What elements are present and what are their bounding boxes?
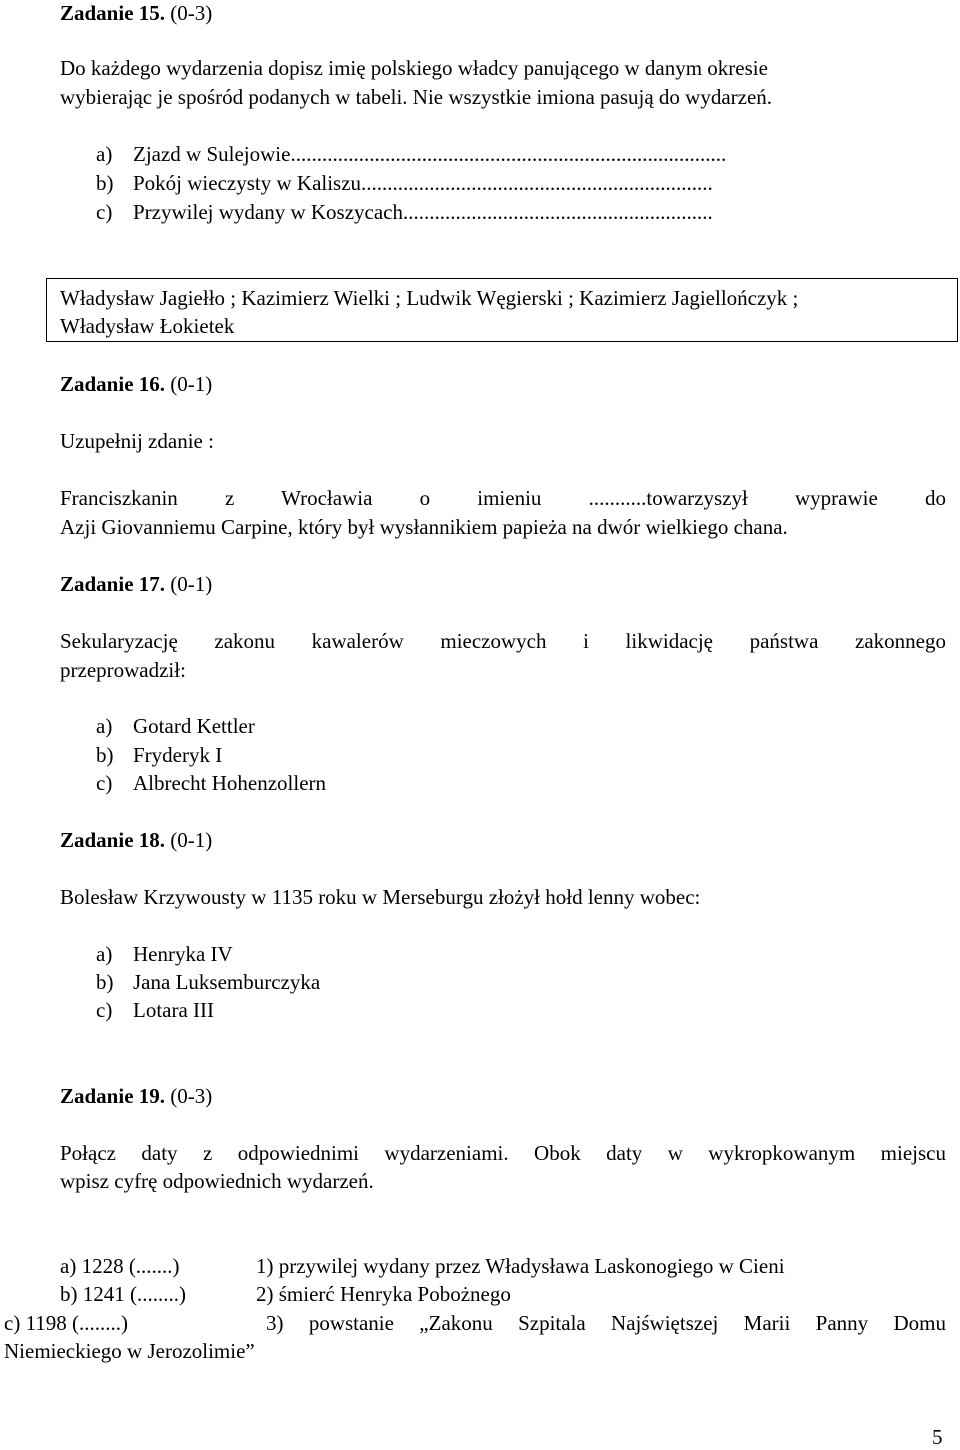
task-19-heading: Zadanie 19. (0-3) — [60, 1084, 213, 1108]
task-15-heading: Zadanie 15. (0-3) — [60, 1, 213, 25]
event-1: 1) przywilej wydany przez Władysława Laskonogiego w Cieni — [256, 1254, 785, 1278]
task-16-sentence-2: Azji Giovanniemu Carpine, który był wysłannikiem papieża na dwór wielkiego chana. — [60, 515, 788, 539]
task-16-heading: Zadanie 16. (0-1) — [60, 372, 213, 396]
task-15-instruction-1: Do każdego wydarzenia dopisz imię polskiego władcy panującego w danym okresie — [60, 56, 768, 80]
task-19-instruction-1: Połącz daty z odpowiednimi wydarzeniami. Obok daty w wykropkowanym miejscu — [60, 1141, 946, 1165]
rulers-line-2: Władysław Łokietek — [60, 314, 235, 338]
rulers-line-1: Władysław Jagiełło ; Kazimierz Wielki ; Ludwik Węgierski ; Kazimierz Jagiellończyk ; — [60, 286, 799, 310]
event-2: 2) śmierć Henryka Pobożnego — [256, 1282, 511, 1306]
task-16-instruction: Uzupełnij zdanie : — [60, 429, 214, 453]
task-17-heading: Zadanie 17. (0-1) — [60, 572, 213, 596]
date-c: c) 1198 (........) — [4, 1311, 129, 1335]
task-17-option-c: c) Albrecht Hohenzollern — [96, 771, 327, 795]
task-19-instruction-2: wpisz cyfrę odpowiednich wydarzeń. — [60, 1169, 374, 1193]
event-3-continuation: Niemieckiego w Jerozolimie” — [4, 1339, 255, 1363]
date-a: a) 1228 (.......) — [60, 1254, 180, 1278]
task-18-option-a: a) Henryka IV — [96, 942, 233, 966]
task-17-option-a: a) Gotard Kettler — [96, 714, 255, 738]
task-17-option-b: b) Fryderyk I — [96, 743, 223, 767]
task-15-item-a: a) Zjazd w Sulejowie................................................................................... — [96, 142, 727, 166]
task-15-instruction-2: wybierając je spośród podanych w tabeli. Nie wszystkie imiona pasują do wydarzeń. — [60, 85, 773, 109]
task-18-option-c: c) Lotara III — [96, 998, 215, 1022]
task-15-item-c: c) Przywilej wydany w Koszycach........................................................... — [96, 200, 713, 224]
task-15-item-b: b) Pokój wieczysty w Kaliszu................................................................... — [96, 171, 713, 195]
task-17-question-1: Sekularyzację zakonu kawalerów mieczowych i likwidację państwa zakonnego — [60, 629, 946, 653]
task-18-heading: Zadanie 18. (0-1) — [60, 828, 213, 852]
task-18-option-b: b) Jana Luksemburczyka — [96, 970, 321, 994]
task-17-question-2: przeprowadził: — [60, 658, 186, 682]
task-18-question: Bolesław Krzywousty w 1135 roku w Merseburgu złożył hołd lenny wobec: — [60, 885, 701, 909]
page-number: 5 — [932, 1425, 943, 1449]
date-b: b) 1241 (........) — [60, 1282, 186, 1306]
task-16-sentence-1: Franciszkanin z Wrocławia o imieniu ...........towarzyszył wyprawie do — [60, 486, 946, 510]
event-3: 3) powstanie „Zakonu Szpitala Najświętszej Marii Panny Domu — [266, 1311, 946, 1335]
